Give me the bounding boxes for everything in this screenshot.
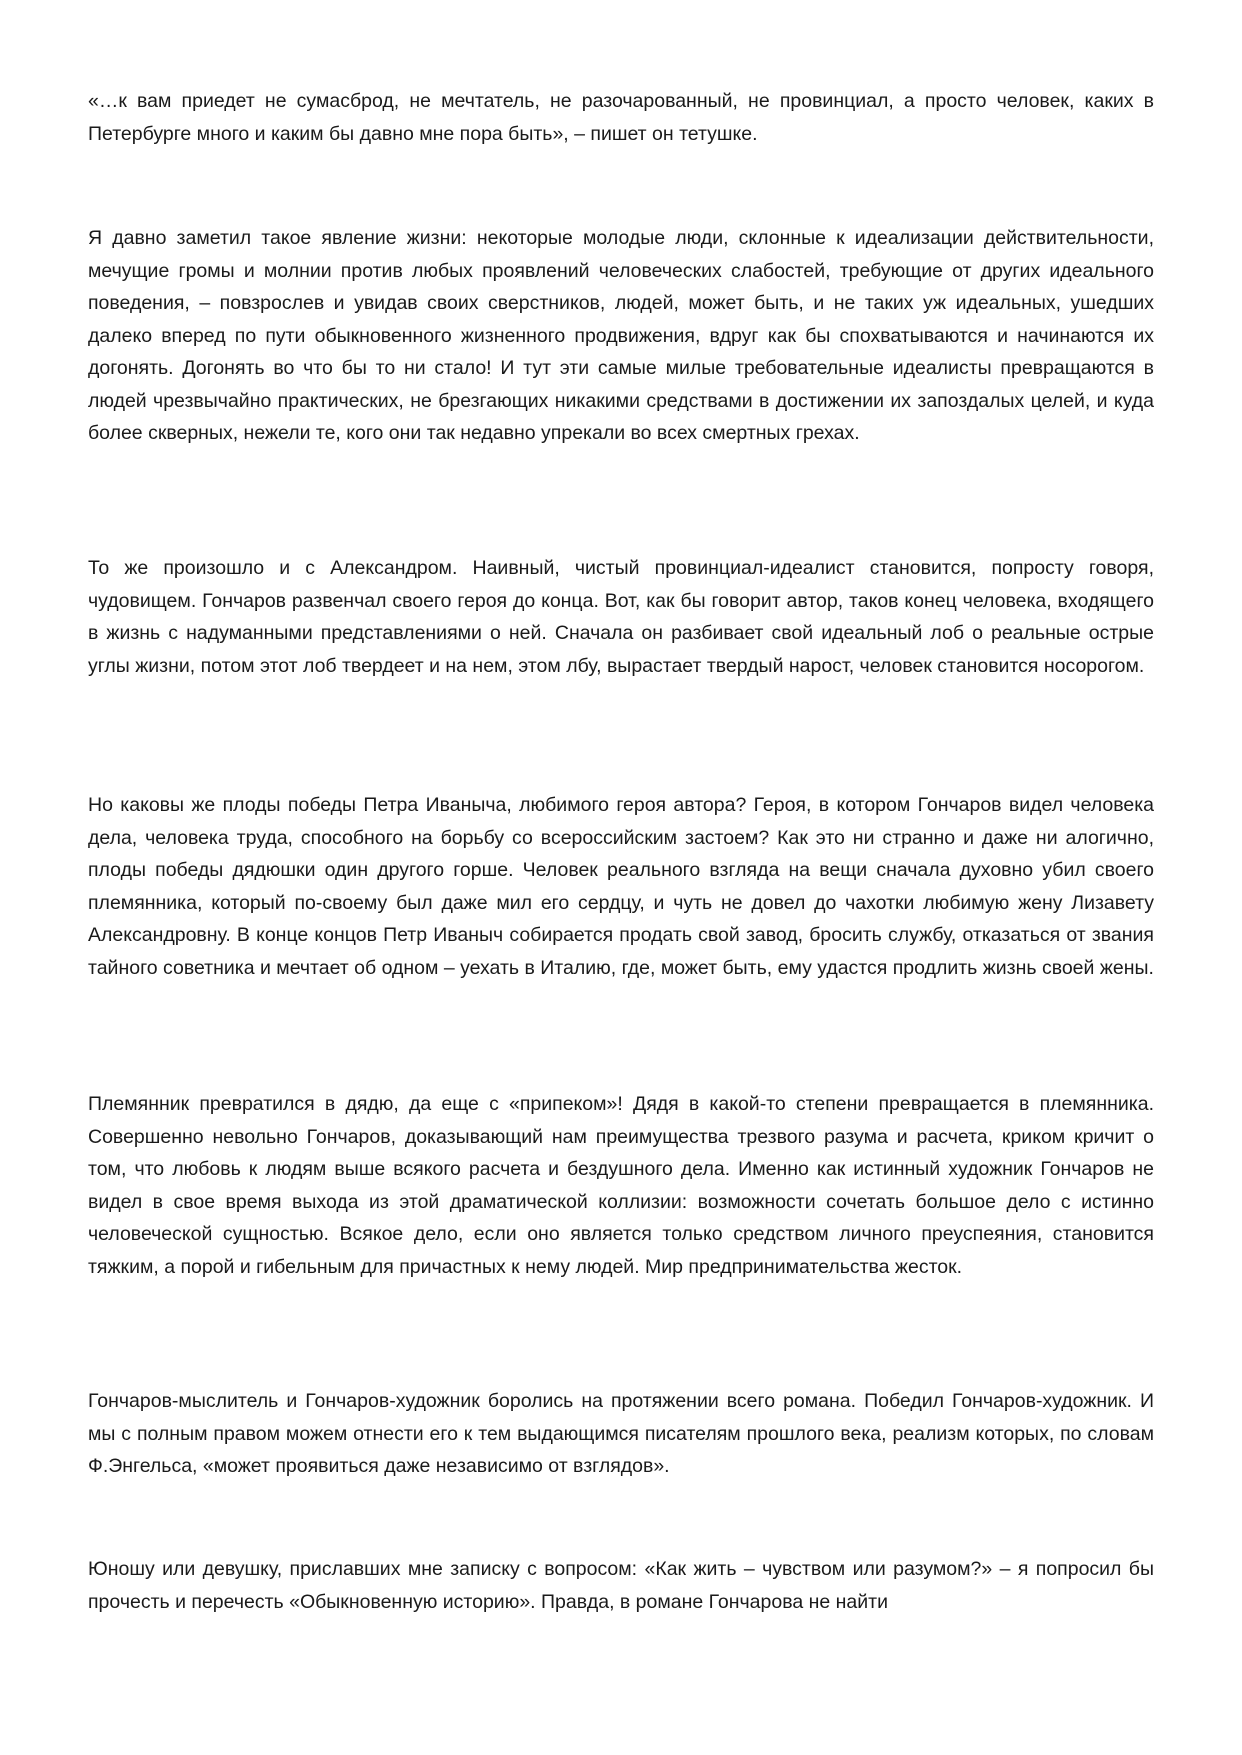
paragraph-feeling-or-reason: Юношу или девушку, приславших мне записку с вопросом: «Как жить – чувством или разумом?» – я попросил бы прочесть и перечесть «Обыкновенную историю». Правда, в романе Гончарова не найти (88, 1558, 1154, 1613)
paragraph-letter-quote: «…к вам приедет не сумасброд, не мечтатель, не разочарованный, не провинциал, а просто человек, каких в Петербурге много и каким бы давно мне пора быть», – пишет он тетушке. (88, 90, 1154, 145)
paragraph-alexander: То же произошло и с Александром. Наивный, чистый провинциал-идеалист становится, попросту говоря, чудовищем. Гончаров развенчал своего героя до конца. Вот, как бы говорит автор, таков конец человека, входящего в жизнь с надуманными представлениями о ней. Сначала он разбивает свой идеальный лоб о реальные острые углы жизни, потом этот лоб твердеет и на нем, этом лбу, вырастает твердый нарост, человек становится носорогом. (88, 557, 1154, 677)
paragraph-goncharov-artist: Гончаров-мыслитель и Гончаров-художник боролись на протяжении всего романа. Победил Гончаров-художник. И мы с полным правом можем отнести его к тем выдающимся писателям прошлого века, реализм которых, по словам Ф.Энгельса, «может проявиться даже независимо от взглядов». (88, 1390, 1154, 1477)
paragraph-idealists: Я давно заметил такое явление жизни: некоторые молодые люди, склонные к идеализации действительности, мечущие громы и молнии против любых проявлений человеческих слабостей, требующие от других идеального поведения, – повзрослев и увидав своих сверстников, людей, может быть, и не таких уж идеальных, ушедших далеко вперед по пути обыкновенного жизненного продвижения, вдруг как бы спохватываются и начинаются их догонять. Догонять во что бы то ни стало! И тут эти самые милые требовательные идеалисты превращаются в людей чрезвычайно практических, не брезгающих никакими средствами в достижении их запоздалых целей, и куда более скверных, нежели те, кого они так недавно упрекали во всех смертных грехах. (88, 227, 1154, 444)
paragraph-nephew-uncle: Племянник превратился в дядю, да еще с «припеком»! Дядя в какой-то степени превращается в племянника. Совершенно невольно Гончаров, доказывающий нам преимущества трезвого разума и расчета, криком кричит о том, что любовь к людям выше всякого расчета и бездушного дела. Именно как истинный художник Гончаров не видел в свое время выхода из этой драматической коллизии: возможности сочетать большое дело с истинно человеческой сущностью. Всякое дело, если оно является только средством личного преуспеяния, становится тяжким, а порой и гибельным для причастных к нему людей. Мир предпринимательства жесток. (88, 1093, 1154, 1278)
paragraph-pyotr-ivanych: Но каковы же плоды победы Петра Иваныча, любимого героя автора? Героя, в котором Гончаров видел человека дела, человека труда, способного на борьбу со всероссийским застоем? Как это ни странно и даже ни алогично, плоды победы дядюшки один другого горше. Человек реального взгляда на вещи сначала духовно убил своего племянника, который по-своему был даже мил его сердцу, и чуть не довел до чахотки любимую жену Лизавету Александровну. В конце концов Петр Иваныч собирается продать свой завод, бросить службу, отказаться от звания тайного советника и мечтает об одном – уехать в Италию, где, может быть, ему удастся продлить жизнь своей жены. (88, 794, 1154, 979)
